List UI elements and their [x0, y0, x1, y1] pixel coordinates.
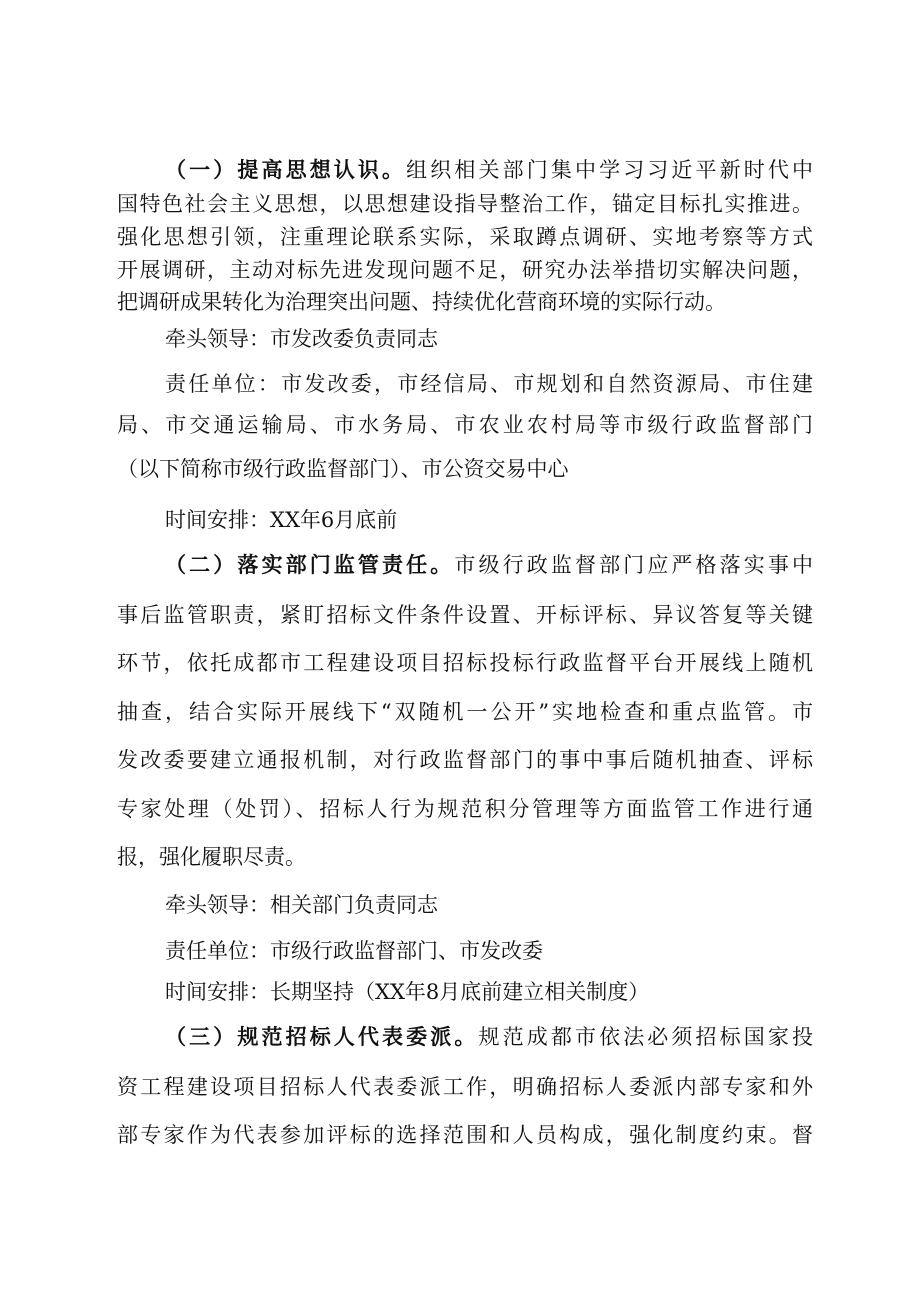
section-2-heading: （二）落实部门监管责任。: [165, 553, 455, 577]
section-3-body-line-3: 部专家作为代表参加评标的选择范围和人员构成，强化制度约束。督: [117, 1123, 813, 1147]
section-1-body-line-4: 开展调研，主动对标先进发现问题不足，研究办法举措切实解决问题，: [117, 258, 813, 282]
section-1-units-line-3: （以下简称市级行政监督部门）、市公资交易中心: [117, 457, 569, 481]
section-2-body-line-4: 抽查，结合实际开展线下“双随机一公开”实地检查和重点监管。市: [117, 700, 813, 724]
section-3-heading: （三）规范招标人代表委派。: [165, 1025, 479, 1049]
section-1-body-line-5: 把调研成果转化为治理突出问题、持续优化营商环境的实际行动。: [117, 290, 726, 314]
section-2-body-line-3: 环节，依托成都市工程建设项目招标投标行政监督平台开展线上随机: [117, 651, 813, 675]
section-3-body-line-1: 规范成都市依法必须招标国家投: [478, 1025, 813, 1049]
section-1-units-line-1: 责任单位：市发改委，市经信局、市规划和自然资源局、市住建: [165, 372, 813, 396]
section-2-body-line-5: 发改委要建立通报机制，对行政监督部门的事中事后随机抽查、评标: [117, 748, 813, 772]
section-1-first-line: [165, 153, 813, 187]
section-2-units: 责任单位：市级行政监督部门、市发改委: [165, 939, 543, 963]
section-2-body-line-2: 事后监管职责，紧盯招标文件条件设置、开标评标、异议答复等关键: [117, 603, 813, 627]
section-3-body-line-2: 资工程建设项目招标人代表委派工作，明确招标人委派内部专家和外: [117, 1075, 813, 1099]
section-2-lead: 牵头领导：相关部门负责同志: [165, 893, 438, 917]
section-1-body-line-3: 强化思想引领，注重理论联系实际，采取蹲点调研、实地考察等方式: [117, 225, 813, 249]
section-1-body-line-1: 组织相关部门集中学习习近平新时代中: [406, 158, 813, 182]
section-2-body-line-6: 专家处理（处罚）、招标人行为规范积分管理等方面监管工作进行通: [117, 797, 813, 821]
section-3-first-line: [165, 1020, 813, 1054]
section-2-body-line-7: 报，强化履职尽责。: [117, 845, 306, 869]
section-2-time: 时间安排：长期坚持（XX年8月底前建立相关制度）: [165, 980, 650, 1004]
section-1-time: 时间安排：XX年6月底前: [165, 508, 398, 532]
section-2-first-line: [165, 548, 813, 582]
section-1-lead: 牵头领导：市发改委负责同志: [165, 327, 438, 351]
section-1-heading: （一）提高思想认识。: [165, 158, 407, 182]
section-2-body-line-1: 市级行政监督部门应严格落实事中: [454, 553, 813, 577]
section-1-body-line-2: 国特色社会主义思想，以思想建设指导整治工作，锚定目标扎实推进。: [117, 192, 813, 216]
section-1-units-line-2: 局、市交通运输局、市水务局、市农业农村局等市级行政监督部门: [117, 413, 813, 437]
